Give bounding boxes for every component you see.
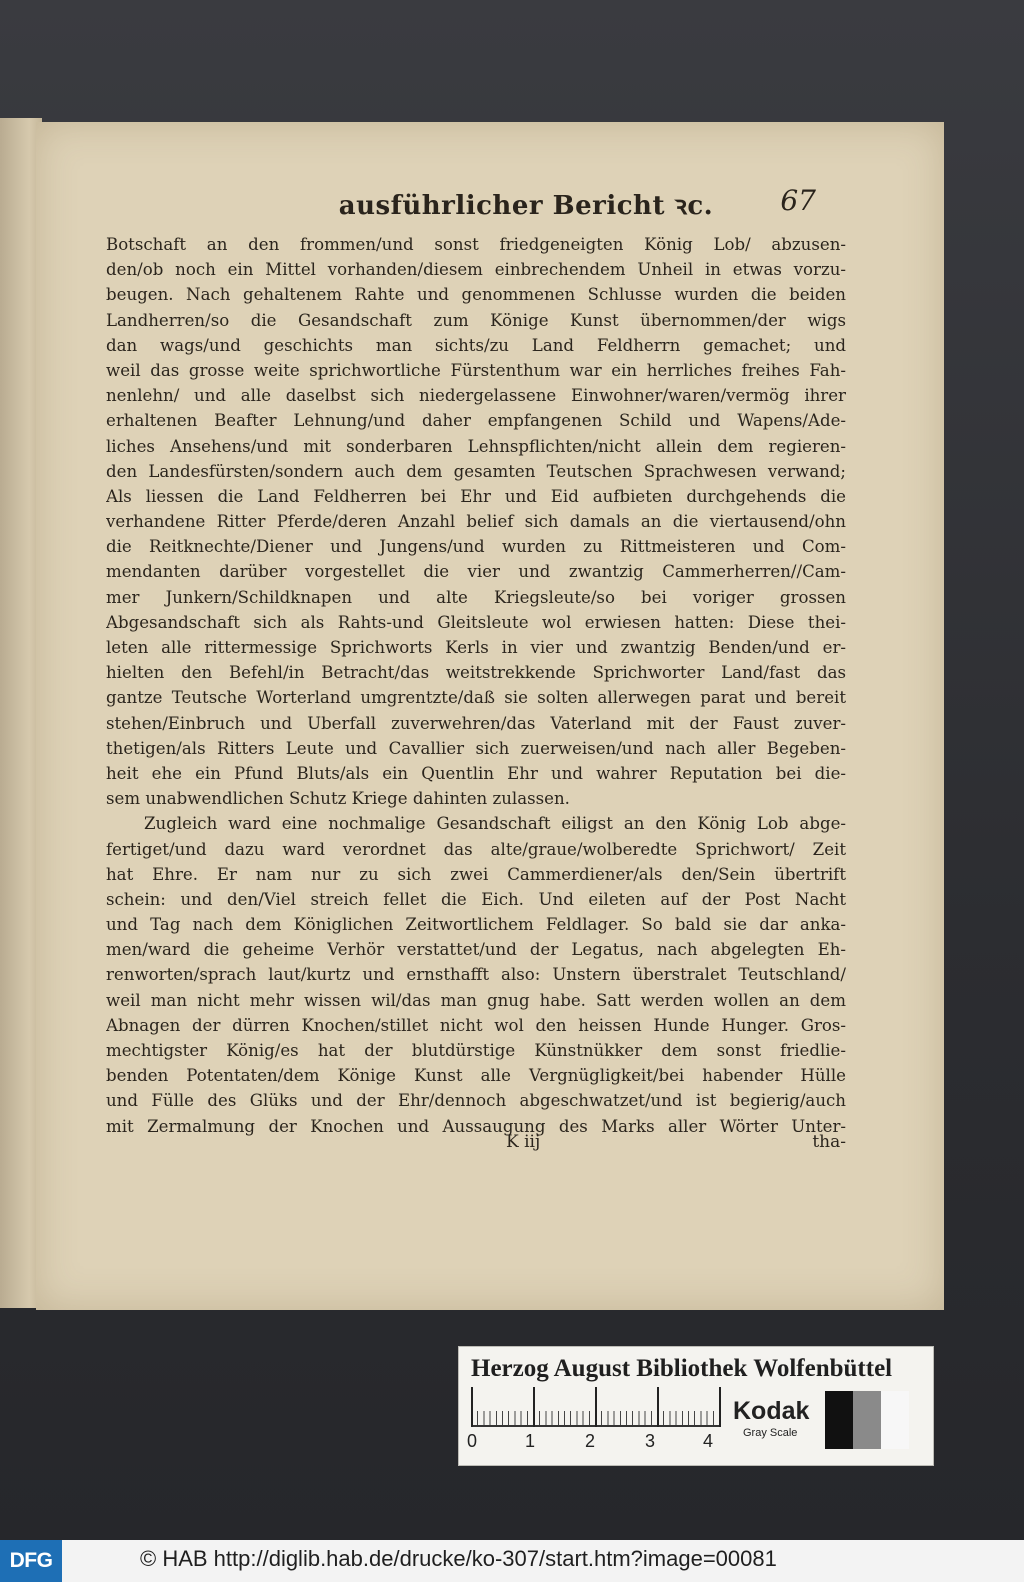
text-line: den/ob noch ein Mittel vorhanden/diesem einbrechendem Unheil in etwas vorzu- [106, 260, 846, 280]
catchword: tha- [812, 1132, 846, 1152]
text-line: den Landesfürsten/sondern auch dem gesamten Teutschen Sprachwesen verwand; [106, 461, 846, 481]
text-line: dan wags/und geschichts man sichts/zu Land Feldherrn gemachet; und [106, 335, 846, 355]
signature-mark: K iij [506, 1132, 541, 1152]
text-line: mendanten darüber vorgestellet die vier und zwantzig Cammerherren//Cam- [106, 562, 846, 582]
text-line: mit Zermalmung der Knochen und Aussaugung des Marks aller Wörter Unter- [106, 1116, 846, 1136]
ruler-number: 4 [703, 1431, 714, 1451]
text-line: renworten/sprach laut/kurtz und ernsthafft also: Unstern überstralet Teutschland/ [106, 965, 846, 985]
text-line: thetigen/als Ritters Leute und Cavallier sich zuerweisen/und nach aller Begeben- [106, 738, 846, 758]
text-line: sem unabwendlichen Schutz Kriege dahinten zulassen. [106, 789, 570, 809]
text-line: liches Ansehens/und mit sonderbaren Lehnspflichten/nicht allein dem regieren- [106, 436, 846, 456]
text-line: weil man nicht mehr wissen wil/das man gnug habe. Satt werden wollen an dem [106, 990, 846, 1010]
book-page [36, 122, 944, 1310]
text-line: Abnagen der dürren Knochen/stillet nicht wol den heissen Hunde Hunger. Gros- [106, 1015, 846, 1035]
dfg-logo: DFG [0, 1540, 62, 1582]
gray-swatch-mid [853, 1391, 881, 1449]
text-line: stehen/Einbruch und Uberfall zuverwehren/das Vaterland mit der Faust zuver- [106, 713, 846, 733]
color-target-card [458, 1346, 934, 1466]
text-line: fertiget/und dazu ward verordnet das alte/graue/wolberedte Sprichwort/ Zeit [106, 839, 846, 859]
text-line: verhandene Ritter Pferde/deren Anzahl belief sich damals an die viertausend/ohn [106, 512, 846, 532]
text-line: erhaltenen Beafter Lehnung/und daher empfangenen Schild und Wapens/Ade- [106, 411, 846, 431]
text-line: Zugleich ward eine nochmalige Gesandschaft eiligst an den König Lob abge- [144, 814, 846, 834]
text-line: nenlehn/ und alle daselbst sich niedergelassene Einwohner/waren/vermög ihrer [106, 386, 846, 406]
text-line: benden Potentaten/dem Könige Kunst alle Vergnügligkeit/bei habender Hülle [106, 1066, 846, 1086]
text-line: leten alle rittermessige Sprichworts Kerls in vier und zwantzig Benden/und er- [106, 638, 846, 657]
ruler-number: 1 [525, 1431, 536, 1451]
text-line: beugen. Nach gehaltenem Rahte und genommenen Schlusse wurden die beiden [106, 285, 846, 305]
text-line: die Reitknechte/Diener und Jungens/und wurden zu Rittmeisteren und Com- [106, 537, 846, 557]
footer-bar [0, 1540, 1024, 1582]
ruler-number: 0 [467, 1431, 478, 1451]
page-number: 67 [780, 184, 816, 217]
ruler-number: 3 [645, 1431, 656, 1451]
gray-scale-label: Gray Scale [743, 1427, 798, 1439]
page-foot [106, 1132, 846, 1158]
text-line: Landherren/so die Gesandschaft zum Könige Kunst übernommen/der wigs [106, 310, 846, 330]
text-line: und Fülle des Glüks und der Ehr/dennoch abgeschwatzet/und ist begierig/auch [106, 1091, 846, 1111]
text-line: und Tag nach dem Königlichen Zeitwortlichem Feldlager. So bald sie dar anka- [106, 915, 846, 935]
text-line: mechtigster König/es hat der blutdürstige Künstnükker dem sonst friedlie- [106, 1041, 846, 1060]
text-line: schein: und den/Viel streich fellet die Eich. Und eileten auf der Post Nacht [106, 889, 846, 909]
scale-ruler-major-ticks [471, 1387, 721, 1427]
text-line: weil das grosse weite sprichwortliche Fürstenthum war ein herrliches freihes Fah- [106, 360, 846, 380]
text-line: Als liessen die Land Feldherren bei Ehr und Eid aufbieten durchgehends die [106, 486, 846, 506]
text-line: Botschaft an den frommen/und sonst friedgeneigten König Lob/ abzusen- [106, 235, 846, 254]
text-line: hat Ehre. Er nam nur zu sich zwei Cammerdiener/als den/Sein übertrift [106, 864, 846, 884]
kodak-logo: Kodak [733, 1397, 810, 1425]
library-name: Herzog August Bibliothek Wolfenbüttel [471, 1355, 893, 1382]
gray-swatch-dark [825, 1391, 853, 1449]
copyright-link[interactable]: © HAB http://diglib.hab.de/drucke/ko-307/start.htm?image=00081 [140, 1546, 777, 1571]
text-line: heit ehe ein Pfund Bluts/als ein Quentlin Ehr und wahrer Reputation bei die- [106, 763, 846, 783]
body-text [106, 232, 846, 1139]
gray-swatch-light [881, 1391, 909, 1449]
ruler-number: 2 [585, 1431, 596, 1451]
text-line: Abgesandschaft sich als Rahts-und Gleitsleute wol erwiesen hatten: Diese thei- [106, 612, 846, 632]
text-line: men/ward die geheime Verhör verstattet/und der Legatus, nach abgelegten Eh- [106, 940, 846, 960]
text-line: mer Junkern/Schildknapen und alte Kriegsleute/so bei voriger grossen [106, 587, 846, 607]
running-head: ausführlicher Bericht ꝛc. [338, 191, 714, 221]
text-line: gantze Teutsche Worterland umgrentzte/daß sie solten allerwegen parat und bereit [106, 688, 846, 708]
text-line: hielten den Befehl/in Betracht/das weitstrekkende Sprichworter Land/fast das [106, 663, 846, 683]
